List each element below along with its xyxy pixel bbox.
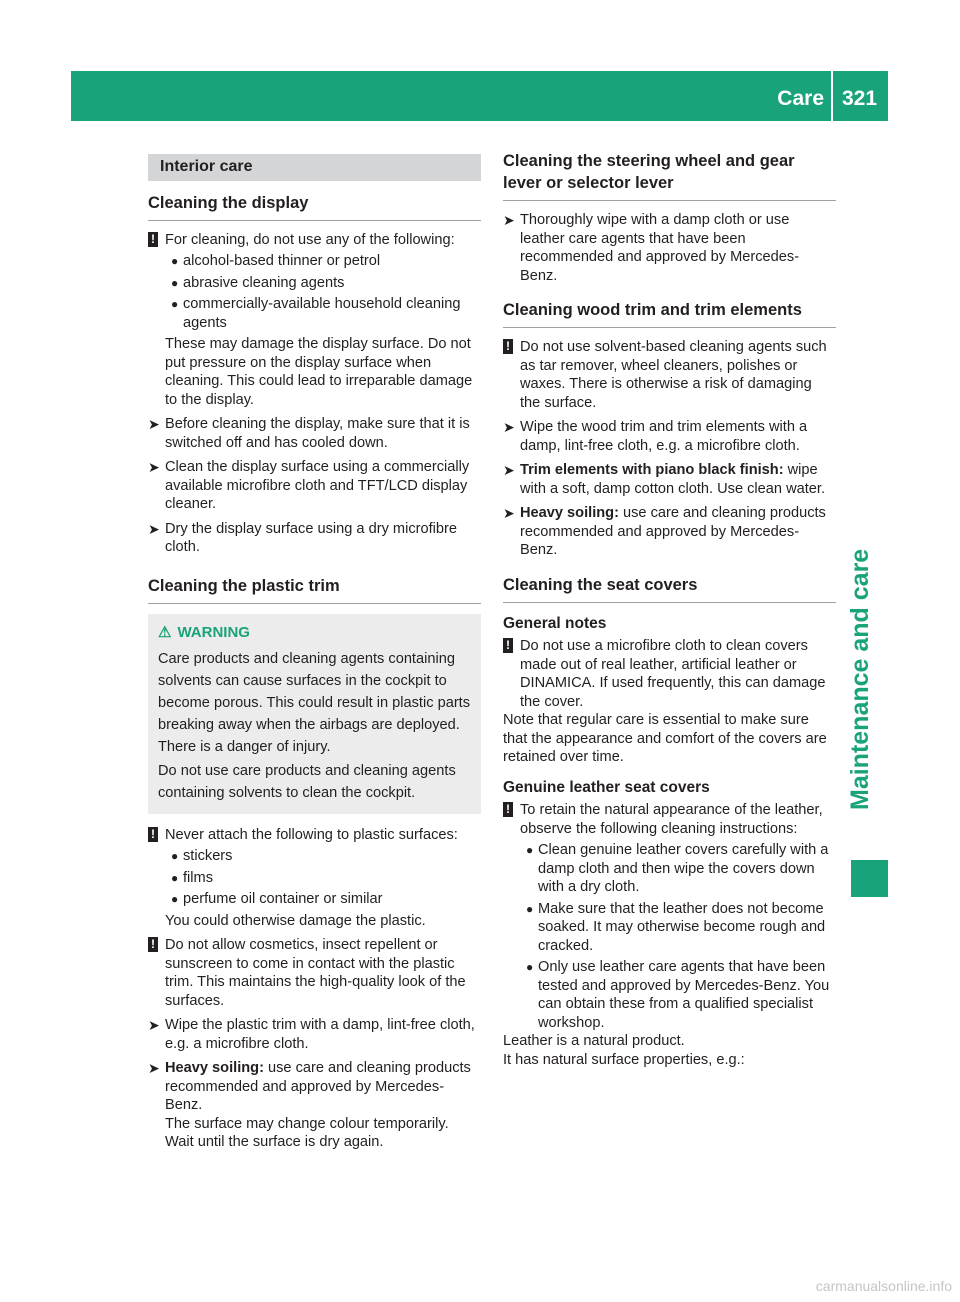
general-body-text: Note that regular care is essential to make sure that the appearance and comfort of the covers are retained over time. [503,712,827,765]
leather-note-intro: To retain the natural appearance of the leather, observe the following cleaning instructions: [520,802,823,837]
list-item: ● films [171,869,213,886]
instruction-step: ➤ Trim elements with piano black finish: wipe with a soft, damp cotton cloth. Use clean water. [503,462,826,497]
warning-header: ⚠ WARNING [158,623,250,641]
header-divider [831,71,833,121]
warning-triangle-icon: ⚠ [158,623,172,641]
exclamation-icon: ! [503,802,513,817]
instruction-step: ➤ Heavy soiling: use care and cleaning products recommended and approved by Mercedes-Benz. [503,505,826,558]
general-note [503,637,836,711]
arrow-icon: ➤ [503,462,515,478]
heading-cleaning-steering: Cleaning the steering wheel and gear lever or selector lever [503,150,836,201]
right-column [503,150,836,1069]
display-note [148,231,481,250]
plastic-note-text: Do not allow cosmetics, insect repellent or sunscreen to come in contact with the plastic trim. This maintains the high-quality look of the surfaces. [165,937,466,1009]
bullet-icon: ● [171,297,179,311]
instruction-step: ➤ Thoroughly wipe with a damp cloth or use leather care agents that have been recommended and approved by Mercedes-Benz. [503,212,800,284]
instruction-step: ➤ Clean the display surface using a commercially available microfibre cloth and TFT/LCD display cleaner. [148,459,470,512]
section-title: Care [777,87,824,110]
bullet-icon: ● [526,901,534,916]
display-note-intro: For cleaning, do not use any of the following: [165,231,455,248]
heading-cleaning-seats: Cleaning the seat covers [503,574,836,603]
bullet-icon: ● [171,849,179,863]
arrow-icon: ➤ [148,459,160,475]
heading-cleaning-plastic: Cleaning the plastic trim [148,575,481,604]
arrow-icon: ➤ [503,419,515,435]
exclamation-icon: ! [148,827,158,842]
step-bold-label: Heavy soiling: [165,1060,264,1076]
instruction-step: ➤ Dry the display surface using a dry microfibre cloth. [148,520,457,555]
exclamation-icon: ! [148,937,158,952]
step-bold-label: Heavy soiling: [520,505,619,521]
arrow-icon: ➤ [503,212,515,228]
bullet-icon: ● [171,870,179,885]
step-bold-label: Trim elements with piano black finish: [520,462,784,478]
side-tab-marker [851,860,888,897]
bullet-icon: ● [526,843,534,857]
instruction-step: ➤ Wipe the wood trim and trim elements with a damp, lint-free cloth, e.g. a microfibre cloth. [503,419,808,454]
heading-cleaning-display: Cleaning the display [148,192,481,221]
leather-body-text: Leather is a natural product. [503,1033,685,1049]
instruction-step: ➤ Heavy soiling: use care and cleaning products recommended and approved by Mercedes-Benz. [148,1060,471,1113]
arrow-icon: ➤ [503,505,515,521]
watermark: carmanualsonline.info [815,1278,952,1294]
bullet-icon: ● [171,892,179,906]
exclamation-icon: ! [503,339,513,354]
left-column [148,154,481,1152]
arrow-icon: ➤ [148,1017,160,1033]
side-tab-label: Maintenance and care [846,548,874,810]
list-item: ● alcohol-based thinner or petrol [171,253,381,269]
arrow-icon: ➤ [148,520,160,537]
plastic-note-tail: You could otherwise damage the plastic. [165,912,426,929]
list-item: ● perfume oil container or similar [171,891,383,907]
list-item: ● Make sure that the leather does not become soaked. It may otherwise become rough and cracked. [526,900,826,954]
instruction-step: ➤ Before cleaning the display, make sure that it is switched off and has cooled down. [148,416,470,451]
list-item: ● Only use leather care agents that have been tested and approved by Mercedes-Benz. You can obtain these from a qualified specialist workshop. [526,959,830,1031]
arrow-icon: ➤ [148,1060,160,1076]
wood-note-text: Do not use solvent-based cleaning agents such as tar remover, wheel cleaners, polishes or waxes. There is otherwise a risk of damaging the surface. [520,339,827,411]
leather-note [503,801,836,838]
general-note-text: Do not use a microfibre cloth to clean covers made out of real leather, artificial leather or DINAMICA. If used frequently, this can damage the cover. [520,638,826,710]
heading-genuine-leather: Genuine leather seat covers [503,778,710,796]
plastic-note [148,936,481,1010]
arrow-icon: ➤ [148,416,160,432]
side-tab-label-wrapper [846,548,894,811]
list-item: ● abrasive cleaning agents [171,274,345,291]
instruction-step: ➤ Wipe the plastic trim with a damp, lint-free cloth, e.g. a microfibre cloth. [148,1017,475,1052]
section-band: Interior care [148,154,481,181]
heading-general-notes: General notes [503,614,607,632]
list-item: ● stickers [171,848,233,864]
leather-body-text: It has natural surface properties, e.g.: [503,1051,745,1068]
list-item: ● commercially-available household cleaning agents [171,296,461,331]
header-bar [71,71,888,121]
bullet-icon: ● [171,275,179,290]
exclamation-icon: ! [148,232,158,247]
plastic-note [148,826,481,845]
list-item: ● Clean genuine leather covers carefully with a damp cloth and then wipe the covers down with a dry cloth. [526,842,829,895]
warning-text: Do not use care products and cleaning agents containing solvents to clean the cockpit. [158,762,456,801]
wood-note [503,338,836,412]
bullet-icon: ● [171,254,179,268]
warning-box [148,614,481,814]
heading-cleaning-wood: Cleaning wood trim and trim elements [503,299,836,328]
exclamation-icon: ! [503,638,513,653]
page-number: 321 [842,87,878,110]
warning-text: Care products and cleaning agents containing solvents can cause surfaces in the cockpit to become porous. This could result in plastic parts breaking away when the airbags are deployed. There is a danger of injury. [158,650,471,755]
bullet-icon: ● [526,960,534,974]
display-note-tail: These may damage the display surface. Do not put pressure on the display surface when cleaning. This could lead to irreparable damage to the display. [165,336,473,408]
plastic-step-tail: The surface may change colour temporarily. Wait until the surface is dry again. [165,1115,449,1150]
plastic-note-intro: Never attach the following to plastic surfaces: [165,826,458,843]
